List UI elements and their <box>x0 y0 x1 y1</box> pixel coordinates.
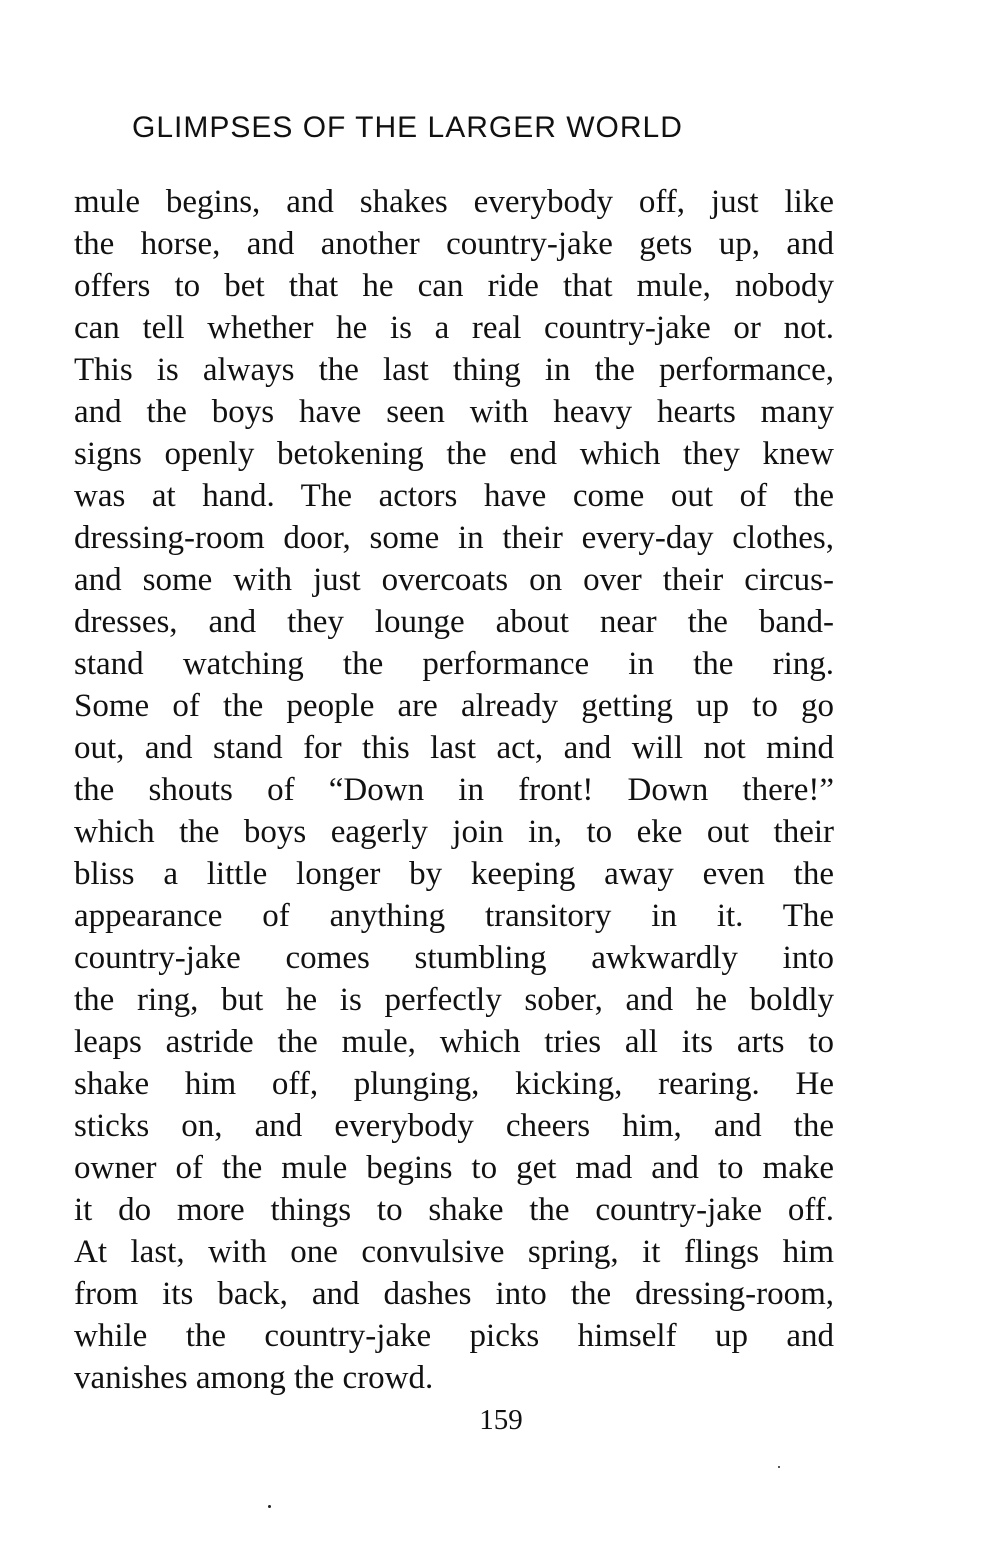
text-line: signs openly betokening the end which they knew <box>74 436 834 472</box>
text-line: which the boys eagerly join in, to eke out their <box>74 814 834 850</box>
text-line: country-jake comes stumbling awkwardly into <box>74 940 834 976</box>
print-speck <box>268 1505 271 1508</box>
text-line: At last, with one convulsive spring, it flings him <box>74 1234 834 1270</box>
text-line: the shouts of “Down in front! Down there!” <box>74 772 834 808</box>
page-number: 159 <box>479 1404 523 1436</box>
text-line: mule begins, and shakes everybody off, just like <box>74 184 834 220</box>
text-line: owner of the mule begins to get mad and to make <box>74 1150 834 1186</box>
text-line: from its back, and dashes into the dressing-room, <box>74 1276 834 1312</box>
text-line: was at hand. The actors have come out of the <box>74 478 834 514</box>
text-line: the ring, but he is perfectly sober, and he boldly <box>74 982 834 1018</box>
running-head: GLIMPSES OF THE LARGER WORLD <box>132 111 683 144</box>
text-line: out, and stand for this last act, and will not mind <box>74 730 834 766</box>
text-line: bliss a little longer by keeping away even the <box>74 856 834 892</box>
text-line-last: vanishes among the crowd. <box>74 1360 434 1396</box>
text-line: stand watching the performance in the ring. <box>74 646 834 682</box>
text-line: and some with just overcoats on over their circus- <box>74 562 834 598</box>
text-line: can tell whether he is a real country-jake or not. <box>74 310 834 346</box>
text-line: dressing-room door, some in their every-day clothes, <box>74 520 834 556</box>
text-line: and the boys have seen with heavy hearts many <box>74 394 834 430</box>
text-line: it do more things to shake the country-jake off. <box>74 1192 834 1228</box>
text-line: This is always the last thing in the performance, <box>74 352 834 388</box>
text-line: offers to bet that he can ride that mule, nobody <box>74 268 834 304</box>
text-line: dresses, and they lounge about near the band- <box>74 604 834 640</box>
text-line: the horse, and another country-jake gets up, and <box>74 226 834 262</box>
text-line: Some of the people are already getting up to go <box>74 688 834 724</box>
text-line: shake him off, plunging, kicking, rearing. He <box>74 1066 834 1102</box>
print-speck <box>778 1466 780 1468</box>
body-text <box>74 181 834 1399</box>
text-line: appearance of anything transitory in it. The <box>74 898 834 934</box>
text-line: while the country-jake picks himself up and <box>74 1318 834 1354</box>
text-line: sticks on, and everybody cheers him, and the <box>74 1108 834 1144</box>
text-line: leaps astride the mule, which tries all its arts to <box>74 1024 834 1060</box>
